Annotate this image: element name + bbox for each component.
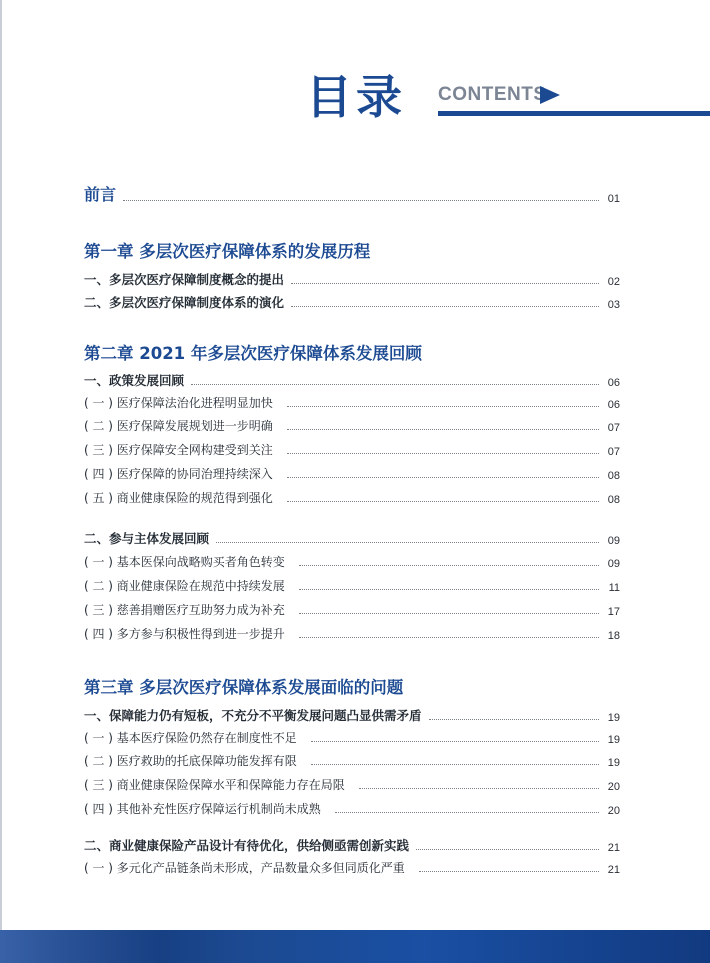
- toc-entry[interactable]: [84, 859, 620, 876]
- toc-entry-label: ( 一 ) 基本医保向战略购买者角色转变: [84, 555, 285, 569]
- play-arrow-icon: [540, 86, 560, 104]
- toc-entry-label: ( 三 ) 慈善捐赠医疗互助努力成为补充: [84, 603, 285, 617]
- toc-page-number: 21: [607, 842, 620, 854]
- toc-page-number: 11: [608, 582, 620, 594]
- leader-dots: [287, 477, 599, 478]
- leader-dots: [419, 871, 599, 872]
- toc-entry-label: 前言: [84, 185, 117, 204]
- toc-page-number: 06: [607, 399, 620, 411]
- toc-entry-label: 一、保障能力仍有短板，不充分不平衡发展问题凸显供需矛盾: [84, 708, 422, 723]
- toc-entry-label: ( 三 ) 医疗保障安全网构建受到关注: [84, 443, 273, 457]
- toc-entry[interactable]: [84, 836, 620, 854]
- leader-dots: [299, 589, 599, 590]
- leader-dots: [123, 200, 599, 201]
- toc-entry[interactable]: [84, 577, 620, 594]
- toc-entry[interactable]: [84, 417, 620, 434]
- leader-dots: [291, 306, 599, 307]
- toc-entry-label: 二、参与主体发展回顾: [84, 531, 210, 546]
- toc-entry-preface[interactable]: [84, 182, 620, 205]
- toc-entry-label: 二、多层次医疗保障制度体系的演化: [84, 295, 285, 310]
- toc-entry-label: ( 四 ) 其他补充性医疗保障运行机制尚未成熟: [84, 802, 321, 816]
- toc-page-number: 07: [607, 422, 620, 434]
- leader-dots: [416, 849, 599, 850]
- toc-entry[interactable]: [84, 465, 620, 482]
- toc-page-number: 19: [607, 734, 620, 746]
- leader-dots: [359, 788, 599, 789]
- toc-entry[interactable]: [84, 293, 620, 311]
- toc-entry-label: ( 三 ) 商业健康保险保障水平和保障能力存在局限: [84, 778, 345, 792]
- footer-glow: [0, 930, 160, 963]
- toc-entry[interactable]: [84, 601, 620, 618]
- toc-page-number: 08: [607, 494, 620, 506]
- toc-entry[interactable]: [84, 729, 620, 746]
- chapter-1-heading[interactable]: 第一章 多层次医疗保障体系的发展历程: [84, 242, 371, 261]
- leader-dots: [287, 501, 599, 502]
- header-rule: [438, 111, 710, 116]
- leader-dots: [216, 542, 599, 543]
- toc-title: 目录: [306, 70, 406, 124]
- toc-entry[interactable]: [84, 625, 620, 642]
- toc-page-number: 20: [607, 805, 620, 817]
- toc-entry[interactable]: [84, 394, 620, 411]
- toc-page-number: 18: [607, 630, 620, 642]
- toc-entry-label: ( 二 ) 医疗救助的托底保障功能发挥有限: [84, 754, 297, 768]
- toc-entry-label: ( 四 ) 医疗保障的协同治理持续深入: [84, 467, 273, 481]
- toc-entry[interactable]: [84, 489, 620, 506]
- leader-dots: [299, 565, 599, 566]
- toc-entry[interactable]: [84, 776, 620, 793]
- toc-entry[interactable]: [84, 800, 620, 817]
- toc-entry-label: 二、商业健康保险产品设计有待优化，供给侧亟需创新实践: [84, 838, 410, 853]
- leader-dots: [335, 812, 599, 813]
- leader-dots: [311, 764, 599, 765]
- toc-entry[interactable]: [84, 752, 620, 769]
- toc-page-number: 19: [607, 712, 620, 724]
- toc-page-number: 09: [607, 535, 620, 547]
- toc-page-number: 01: [607, 193, 620, 205]
- toc-entry-label: ( 四 ) 多方参与积极性得到进一步提升: [84, 627, 285, 641]
- toc-entry-label: 一、多层次医疗保障制度概念的提出: [84, 272, 285, 287]
- toc-page-number: 09: [607, 558, 620, 570]
- toc-entry[interactable]: [84, 441, 620, 458]
- leader-dots: [287, 453, 599, 454]
- toc-entry[interactable]: [84, 553, 620, 570]
- toc-page-number: 06: [607, 377, 620, 389]
- chapter-2-heading[interactable]: 第二章 2021 年多层次医疗保障体系发展回顾: [84, 344, 422, 363]
- leader-dots: [287, 429, 599, 430]
- footer-band: [0, 930, 710, 963]
- toc-entry-label: ( 一 ) 医疗保障法治化进程明显加快: [84, 396, 273, 410]
- toc-page-number: 19: [607, 757, 620, 769]
- leader-dots: [287, 406, 599, 407]
- contents-label: CONTENTS: [438, 84, 547, 105]
- leader-dots: [299, 613, 599, 614]
- leader-dots: [291, 283, 599, 284]
- toc-entry-label: ( 二 ) 商业健康保险在规范中持续发展: [84, 579, 285, 593]
- chapter-3-heading[interactable]: 第三章 多层次医疗保障体系发展面临的问题: [84, 678, 404, 697]
- toc-page-number: 03: [607, 299, 620, 311]
- toc-entry[interactable]: [84, 270, 620, 288]
- toc-entry-label: ( 五 ) 商业健康保险的规范得到强化: [84, 491, 273, 505]
- toc-entry-label: ( 一 ) 多元化产品链条尚未形成，产品数量众多但同质化严重: [84, 861, 405, 875]
- leader-dots: [429, 719, 599, 720]
- toc-page-number: 08: [607, 470, 620, 482]
- toc-entry-label: ( 一 ) 基本医疗保险仍然存在制度性不足: [84, 731, 297, 745]
- toc-entry[interactable]: [84, 371, 620, 389]
- leader-dots: [311, 741, 599, 742]
- toc-entry[interactable]: [84, 529, 620, 547]
- toc-page-number: 21: [607, 864, 620, 876]
- leader-dots: [191, 384, 599, 385]
- toc-page-number: 07: [607, 446, 620, 458]
- leader-dots: [299, 637, 599, 638]
- page-left-edge: [0, 0, 2, 930]
- toc-page-number: 17: [607, 606, 620, 618]
- toc-entry[interactable]: [84, 706, 620, 724]
- toc-page-number: 02: [607, 276, 620, 288]
- toc-entry-label: ( 二 ) 医疗保障发展规划进一步明确: [84, 419, 273, 433]
- toc-entry-label: 一、政策发展回顾: [84, 373, 185, 388]
- toc-page-number: 20: [607, 781, 620, 793]
